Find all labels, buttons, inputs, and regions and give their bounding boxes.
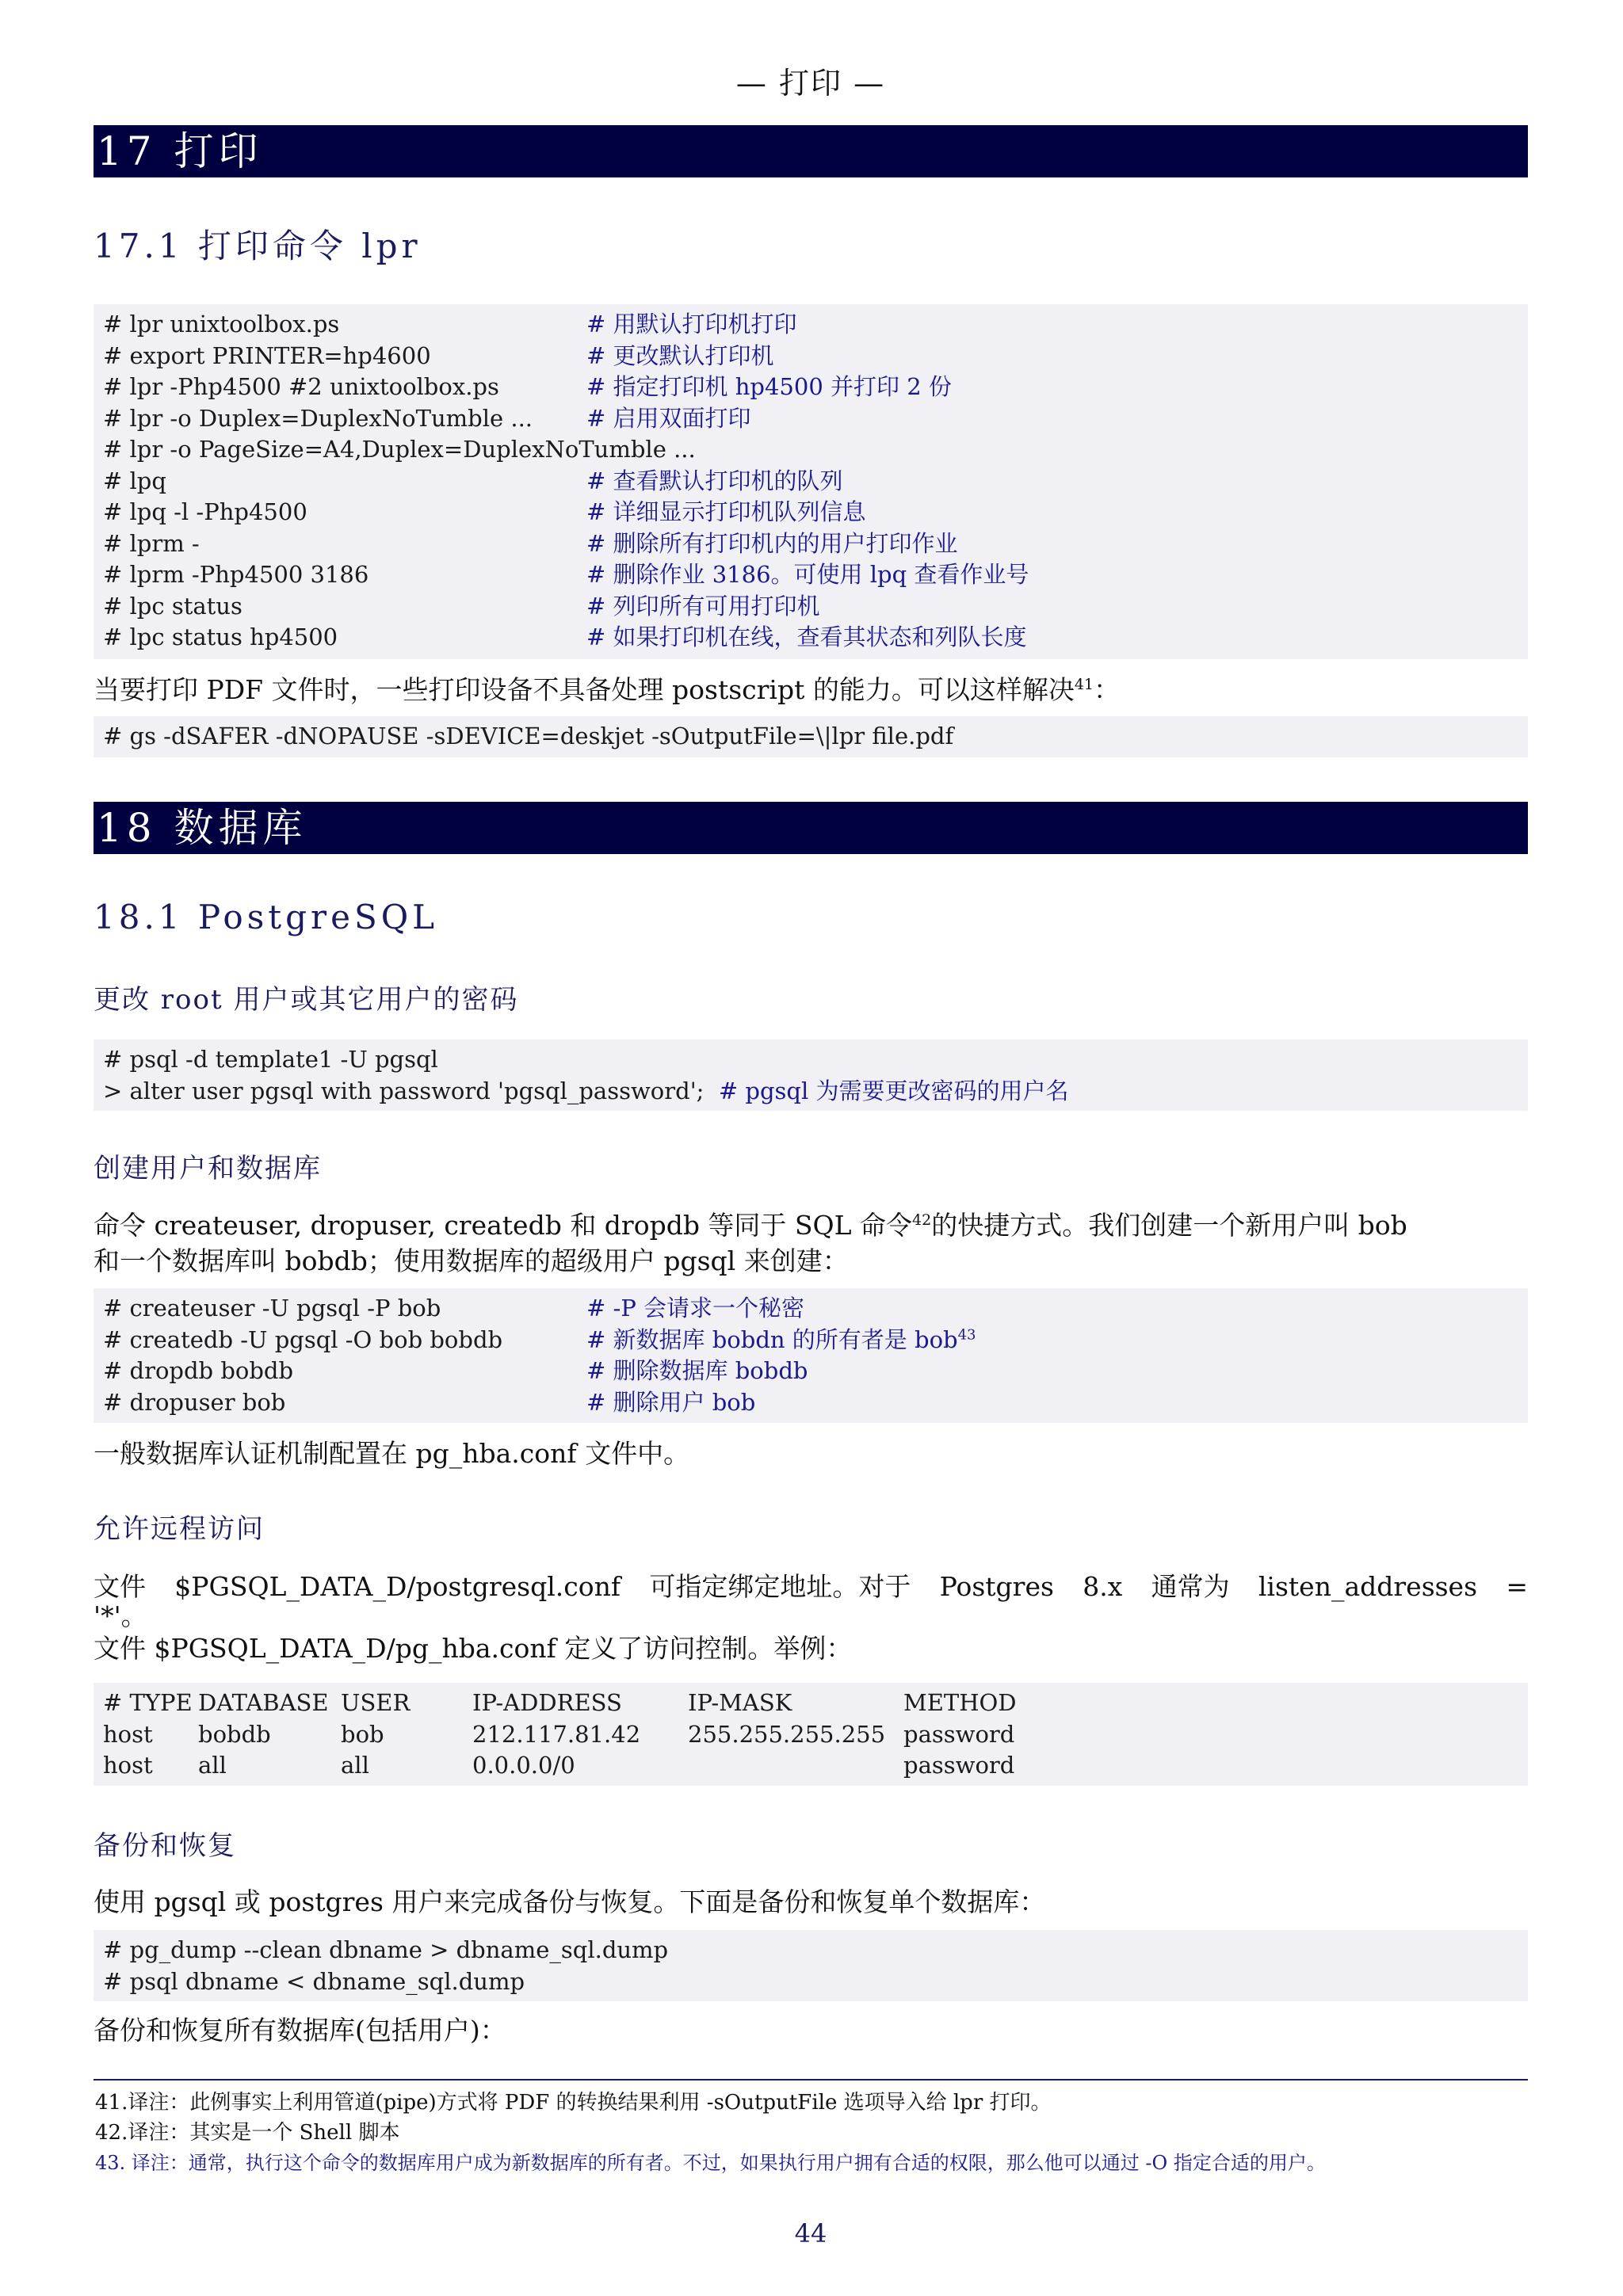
code-line [103, 497, 1518, 528]
auth-paragraph: 一般数据库认证机制配置在 pg_hba.conf 文件中。 [94, 1438, 690, 1469]
create-paragraph-line1 [94, 1207, 1528, 1243]
code-command: # dropuser bob [103, 1388, 286, 1416]
pdf-paragraph-tail: ： [1094, 674, 1121, 705]
code-line [103, 1044, 1518, 1076]
code-comment: # 删除数据库 bobdb [586, 1357, 808, 1384]
create-paragraph-text-b: 的快捷方式。我们创建一个新用户叫 bob [931, 1210, 1407, 1241]
subheading-remote-access: 允许远程访问 [94, 1513, 265, 1545]
password-code-block [94, 1039, 1528, 1111]
remote-word: = [1506, 1571, 1528, 1602]
hba-cell: IP-MASK [688, 1689, 792, 1716]
code-line [103, 372, 1518, 403]
code-line [103, 1387, 1518, 1419]
backup-all-paragraph: 备份和恢复所有数据库(包括用户)： [94, 2015, 506, 2046]
code-comment: # 新数据库 bobdn 的所有者是 bob$^{43}$ [586, 1325, 976, 1353]
remote-word: 8.x [1083, 1571, 1123, 1602]
code-line [103, 1966, 1518, 1998]
code-command: # createdb -U pgsql -O bob bobdb [103, 1325, 503, 1353]
subheading-change-password: 更改 root 用户或其它用户的密码 [94, 984, 519, 1016]
footnote-ref-42[interactable]: 42 [912, 1211, 932, 1229]
footnote-43: 43. 译注：通常，执行这个命令的数据库用户成为新数据库的所有者。不过，如果执行用户拥有合适的权限，那么他可以通过 -O 指定合适的用户。 [95, 2152, 1326, 2174]
section-17-1-heading: 17.1 打印命令 lpr [94, 227, 422, 265]
code-line [103, 721, 1518, 753]
create-paragraph [94, 1207, 1528, 1279]
hba-cell: IP-ADDRESS [472, 1689, 622, 1716]
footnote-rule [94, 2079, 1528, 2081]
hba-cell: all [341, 1752, 369, 1779]
code-command: # lprm -Php4500 3186 [103, 561, 369, 588]
code-command: # psql -d template1 -U pgsql [103, 1046, 438, 1073]
footnote-42: 42.译注：其实是一个 Shell 脚本 [95, 2121, 400, 2145]
code-line [103, 591, 1518, 623]
footnote-41: 41.译注：此例事实上利用管道(pipe)方式将 PDF 的转换结果利用 -sOutputFile 选项导入给 lpr 打印。 [95, 2091, 1052, 2115]
code-comment: # 详细显示打印机队列信息 [586, 498, 866, 525]
code-line [103, 622, 1518, 654]
hba-cell: password [903, 1720, 1015, 1748]
code-command: # lpq [103, 467, 166, 494]
running-header: — 打印 — [735, 66, 886, 101]
remote-paragraph-line3: 文件 $PGSQL_DATA_D/pg_hba.conf 定义了访问控制。举例： [94, 1633, 853, 1664]
code-comment: # 删除作业 3186。可使用 lpq 查看作业号 [586, 561, 1029, 588]
hba-header-row [103, 1688, 1518, 1719]
remote-paragraph-line2: '*'。 [94, 1600, 147, 1631]
create-code-block [94, 1288, 1528, 1423]
section-18-1-heading: 18.1 PostgreSQL [94, 898, 439, 936]
backup-paragraph: 使用 pgsql 或 postgres 用户来完成备份与恢复。下面是备份和恢复单个数据库： [94, 1886, 1046, 1917]
pdf-paragraph [94, 672, 1528, 707]
code-line [103, 528, 1518, 560]
code-line [103, 1325, 1518, 1356]
code-command [103, 1076, 1068, 1108]
hba-cell: DATABASE [198, 1689, 329, 1716]
code-command: # dropdb bobdb [103, 1357, 294, 1384]
code-line [103, 403, 1518, 435]
remote-word: $PGSQL_DATA_D/postgresql.conf [174, 1571, 621, 1602]
hba-row [103, 1750, 1518, 1782]
code-line [103, 466, 1518, 498]
code-command: # pg_dump --clean dbname > dbname_sql.dump [103, 1936, 669, 1963]
remote-word: 可指定绑定地址。对于 [649, 1571, 911, 1602]
code-comment: # 删除所有打印机内的用户打印作业 [586, 529, 958, 557]
footnote-ref-41[interactable]: 41 [1074, 676, 1094, 693]
code-line [103, 309, 1518, 341]
code-command: # createuser -U pgsql -P bob [103, 1295, 441, 1322]
code-command: # lpr unixtoolbox.ps [103, 311, 340, 338]
footnote-ref-43[interactable]: 43 [957, 1325, 976, 1343]
code-comment: # 查看默认打印机的队列 [586, 467, 843, 494]
create-paragraph-text-a: 命令 createuser, dropuser, createdb 和 dropdb 等同于 SQL 命令 [94, 1210, 912, 1241]
remote-word: 通常为 [1151, 1571, 1230, 1602]
remote-word: 文件 [94, 1571, 146, 1602]
hba-cell: METHOD [903, 1689, 1017, 1716]
code-comment: # 删除用户 bob [586, 1388, 756, 1416]
remote-paragraph-line1 [94, 1569, 1528, 1604]
code-comment: # -P 会请求一个秘密 [586, 1295, 805, 1322]
lpr-code-block [94, 304, 1528, 659]
hba-cell: all [198, 1752, 227, 1779]
hba-cell: 255.255.255.255 [688, 1720, 886, 1748]
hba-row [103, 1719, 1518, 1751]
code-comment: # 更改默认打印机 [586, 341, 774, 369]
code-comment: # 列印所有可用打印机 [586, 592, 820, 620]
backup-code-block [94, 1930, 1528, 2001]
subheading-backup-restore: 备份和恢复 [94, 1830, 236, 1862]
code-command: # lpq -l -Php4500 [103, 498, 307, 525]
remote-word: Postgres [939, 1571, 1054, 1602]
code-command: # gs -dSAFER -dNOPAUSE -sDEVICE=deskjet -sOutputFile=\|lpr file.pdf [103, 723, 954, 749]
code-command: # lprm - [103, 529, 200, 557]
code-line [103, 559, 1518, 591]
hba-cell: USER [341, 1689, 411, 1716]
code-comment: # 用默认打印机打印 [586, 311, 797, 338]
hba-cell: password [903, 1752, 1015, 1779]
code-command: # lpc status hp4500 [103, 624, 338, 650]
create-paragraph-line2: 和一个数据库叫 bobdb；使用数据库的超级用户 pgsql 来创建： [94, 1245, 849, 1276]
hba-cell: host [103, 1752, 153, 1779]
code-command: # lpc status [103, 592, 242, 620]
hba-cell: bob [341, 1720, 384, 1748]
code-command: # export PRINTER=hp4600 [103, 341, 431, 369]
hba-cell: host [103, 1720, 153, 1748]
hba-cell: bobdb [198, 1720, 271, 1748]
code-comment: # 如果打印机在线，查看其状态和列队长度 [586, 624, 1027, 650]
chapter-17-heading: 17 打印 [94, 125, 1528, 177]
code-line [103, 1076, 1518, 1108]
code-line [103, 434, 1518, 466]
pdf-paragraph-text: 当要打印 PDF 文件时，一些打印设备不具备处理 postscript 的能力。可以这样解决 [94, 674, 1075, 705]
code-command-text: > alter user pgsql with password 'pgsql_password'; [103, 1077, 705, 1104]
code-command: # psql dbname < dbname_sql.dump [103, 1967, 525, 1995]
remote-word: listen_addresses [1258, 1571, 1478, 1602]
code-line [103, 341, 1518, 372]
hba-cell: 0.0.0.0/0 [472, 1752, 575, 1779]
code-line [103, 1935, 1518, 1966]
code-comment: # pgsql 为需要更改密码的用户名 [718, 1077, 1069, 1104]
code-line [103, 1356, 1518, 1387]
remote-paragraph [94, 1569, 1528, 1666]
code-command: # lpr -Php4500 #2 unixtoolbox.ps [103, 373, 499, 400]
subheading-create-user-db: 创建用户和数据库 [94, 1153, 322, 1184]
code-comment: # 启用双面打印 [586, 404, 751, 432]
hba-cell: 212.117.81.42 [472, 1720, 641, 1748]
code-comment: # 指定打印机 hp4500 并打印 2 份 [586, 373, 952, 400]
page-number: 44 [794, 2218, 827, 2248]
code-command: # lpr -o PageSize=A4,Duplex=DuplexNoTumble ... [103, 436, 696, 463]
code-command: # lpr -o Duplex=DuplexNoTumble ... [103, 404, 533, 432]
hba-config-block [94, 1683, 1528, 1786]
chapter-18-heading: 18 数据库 [94, 802, 1528, 854]
code-line [103, 1293, 1518, 1325]
gs-code-block [94, 716, 1528, 757]
hba-cell: # TYPE [103, 1689, 193, 1716]
